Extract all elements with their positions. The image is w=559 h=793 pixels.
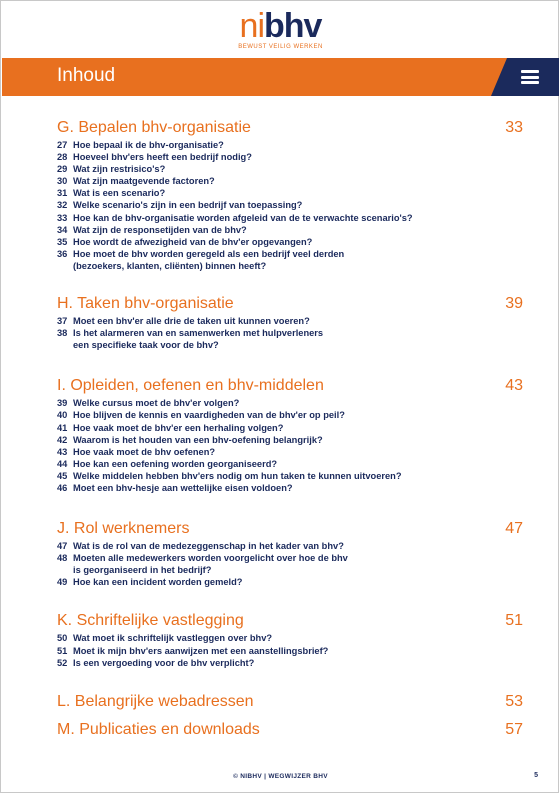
toc-entry[interactable] <box>57 199 523 211</box>
entry-text: Is het alarmeren van en samenwerken met hulpverleners <box>73 328 324 339</box>
section-title: H. Taken bhv-organisatie <box>57 295 234 313</box>
entry-text: Welke middelen hebben bhv'ers nodig om hun taken te kunnen uitvoeren? <box>73 470 402 481</box>
section-page-number: 33 <box>505 119 523 136</box>
entry-number: 46 <box>57 482 68 493</box>
entry-text: Moet een bhv-hesje aan wettelijke eisen voldoen? <box>73 482 293 493</box>
section-title: K. Schriftelijke vastlegging <box>57 612 244 630</box>
toc-section <box>57 117 523 272</box>
entry-number: 39 <box>57 398 68 409</box>
entry-number: 29 <box>57 164 68 175</box>
entry-text: Hoe kan de bhv-organisatie worden afgeleid van de te verwachte scenario's? <box>73 212 413 223</box>
section-spacer <box>57 588 523 610</box>
toc-section-heading[interactable] <box>57 691 523 713</box>
toc-section <box>57 375 523 494</box>
toc-section-heading[interactable] <box>57 518 523 540</box>
section-page-number: 39 <box>505 295 523 313</box>
page-title: Inhoud <box>57 65 116 86</box>
entry-number: 41 <box>57 422 68 433</box>
entry-number: 52 <box>57 657 68 668</box>
entry-text: Hoe blijven de kennis en vaardigheden van de bhv'er op peil? <box>73 410 345 421</box>
entry-number: 42 <box>57 434 68 445</box>
toc-entry[interactable] <box>57 446 523 458</box>
section-page-number: 47 <box>505 520 523 538</box>
toc-section-heading[interactable] <box>57 293 523 315</box>
toc-entry[interactable] <box>57 540 523 552</box>
toc-entry[interactable] <box>57 434 523 446</box>
toc-entry[interactable] <box>57 260 523 272</box>
entry-text: Wat moet ik schriftelijk vastleggen over bhv? <box>73 633 273 644</box>
toc-section <box>57 518 523 588</box>
hamburger-menu-icon <box>521 70 539 84</box>
entry-text: Hoeveel bhv'ers heeft een bedrijf nodig? <box>73 152 252 163</box>
section-spacer <box>57 351 523 375</box>
entry-number: 47 <box>57 541 68 552</box>
entry-number: 45 <box>57 470 68 481</box>
toc-entry[interactable] <box>57 482 523 494</box>
section-page-number: 43 <box>505 377 523 395</box>
entry-text: Moet ik mijn bhv'ers aanwijzen met een aanstellingsbrief? <box>73 645 329 656</box>
toc-section-heading[interactable] <box>57 719 523 741</box>
toc-entry[interactable] <box>57 657 523 669</box>
logo-ni: ni <box>239 7 264 45</box>
toc-entry[interactable] <box>57 212 523 224</box>
entry-text: Wat zijn de responsetijden van de bhv? <box>73 224 247 235</box>
entry-number: 49 <box>57 577 68 588</box>
nibhv-logo <box>1 9 559 50</box>
toc-section <box>57 691 523 713</box>
menu-notch-shape <box>491 58 507 96</box>
logo-bhv: bhv <box>264 7 322 45</box>
footer-text: © NIBHV | WEGWIJZER BHV <box>233 773 328 780</box>
entry-text: Hoe kan een incident worden gemeld? <box>73 577 243 588</box>
entry-text: (bezoekers, klanten, cliënten) binnen heeft? <box>73 260 267 271</box>
entry-number: 50 <box>57 633 68 644</box>
toc-entry[interactable] <box>57 576 523 588</box>
entry-number: 35 <box>57 236 68 247</box>
toc-section <box>57 293 523 351</box>
toc-entry[interactable] <box>57 327 523 339</box>
entry-number: 33 <box>57 212 68 223</box>
entry-text: Hoe vaak moet de bhv'er een herhaling volgen? <box>73 422 284 433</box>
section-title: I. Opleiden, oefenen en bhv-middelen <box>57 377 324 395</box>
entry-number: 30 <box>57 176 68 187</box>
logo-tagline: BEWUST VEILIG WERKEN <box>238 44 323 50</box>
toc-entry[interactable] <box>57 470 523 482</box>
toc-entry[interactable] <box>57 248 523 260</box>
section-title: G. Bepalen bhv-organisatie <box>57 119 251 136</box>
toc-entry[interactable] <box>57 339 523 351</box>
entry-number: 44 <box>57 458 68 469</box>
entry-text: Moeten alle medewerkers worden voorgelicht over hoe de bhv <box>73 553 348 564</box>
section-spacer <box>57 669 523 691</box>
section-page-number: 53 <box>505 692 523 710</box>
toc-entry[interactable] <box>57 397 523 409</box>
section-page-number: 57 <box>505 720 523 738</box>
entry-text: Welke scenario's zijn in een bedrijf van toepassing? <box>73 200 303 211</box>
toc-entry[interactable] <box>57 139 523 151</box>
toc-section-heading[interactable] <box>57 117 523 139</box>
toc-entry[interactable] <box>57 187 523 199</box>
toc-entry[interactable] <box>57 564 523 576</box>
section-title: L. Belangrijke webadressen <box>57 692 254 710</box>
entry-number: 31 <box>57 188 68 199</box>
entry-number: 38 <box>57 328 68 339</box>
entry-number: 32 <box>57 200 68 211</box>
toc-entry[interactable] <box>57 552 523 564</box>
entry-number: 36 <box>57 248 68 259</box>
logo-wordmark <box>240 9 322 43</box>
toc-entry[interactable] <box>57 236 523 248</box>
toc-entry[interactable] <box>57 458 523 470</box>
entry-number: 40 <box>57 410 68 421</box>
toc-entry[interactable] <box>57 422 523 434</box>
entry-text: Wat is een scenario? <box>73 188 166 199</box>
entry-text: Wat is de rol van de medezeggenschap in het kader van bhv? <box>73 541 344 552</box>
entry-text: Is een vergoeding voor de bhv verplicht? <box>73 657 255 668</box>
toc-entry[interactable] <box>57 163 523 175</box>
header-bar <box>2 58 559 96</box>
menu-button[interactable] <box>507 58 559 96</box>
toc-section-heading[interactable] <box>57 375 523 397</box>
entry-text: Hoe vaak moet de bhv oefenen? <box>73 446 216 457</box>
section-title: M. Publicaties en downloads <box>57 720 260 738</box>
toc-entry[interactable] <box>57 632 523 644</box>
entry-number: 48 <box>57 553 68 564</box>
entry-number: 43 <box>57 446 68 457</box>
entry-text: Hoe moet de bhv worden geregeld als een bedrijf veel derden <box>73 248 345 259</box>
page-number: 5 <box>534 772 538 779</box>
entry-text: Welke cursus moet de bhv'er volgen? <box>73 398 240 409</box>
toc-entry[interactable] <box>57 645 523 657</box>
entry-text: Hoe kan een oefening worden georganiseerd? <box>73 458 278 469</box>
section-spacer <box>57 272 523 293</box>
toc-entry[interactable] <box>57 409 523 421</box>
toc-entry[interactable] <box>57 151 523 163</box>
section-page-number: 51 <box>505 612 523 630</box>
entry-text: Waarom is het houden van een bhv-oefening belangrijk? <box>73 434 323 445</box>
entry-text: Hoe wordt de afwezigheid van de bhv'er opgevangen? <box>73 236 313 247</box>
entry-text: Moet een bhv'er alle drie de taken uit kunnen voeren? <box>73 316 310 327</box>
entry-number: 37 <box>57 316 68 327</box>
entry-text: Wat zijn maatgevende factoren? <box>73 176 215 187</box>
entry-number: 51 <box>57 645 68 656</box>
entry-text: een specifieke taak voor de bhv? <box>73 340 219 351</box>
toc-section-heading[interactable] <box>57 610 523 632</box>
section-spacer <box>57 494 523 518</box>
entry-text: is georganiseerd in het bedrijf? <box>73 565 212 576</box>
entry-number: 34 <box>57 224 68 235</box>
entry-number: 27 <box>57 140 68 150</box>
toc-section <box>57 610 523 668</box>
entry-text: Wat zijn restrisico's? <box>73 164 166 175</box>
toc-entry[interactable] <box>57 315 523 327</box>
toc-entry[interactable] <box>57 175 523 187</box>
table-of-contents <box>57 117 523 741</box>
section-title: J. Rol werknemers <box>57 520 190 538</box>
entry-text: Hoe bepaal ik de bhv-organisatie? <box>73 140 224 150</box>
toc-entry[interactable] <box>57 224 523 236</box>
toc-section <box>57 719 523 741</box>
entry-number: 28 <box>57 152 68 163</box>
